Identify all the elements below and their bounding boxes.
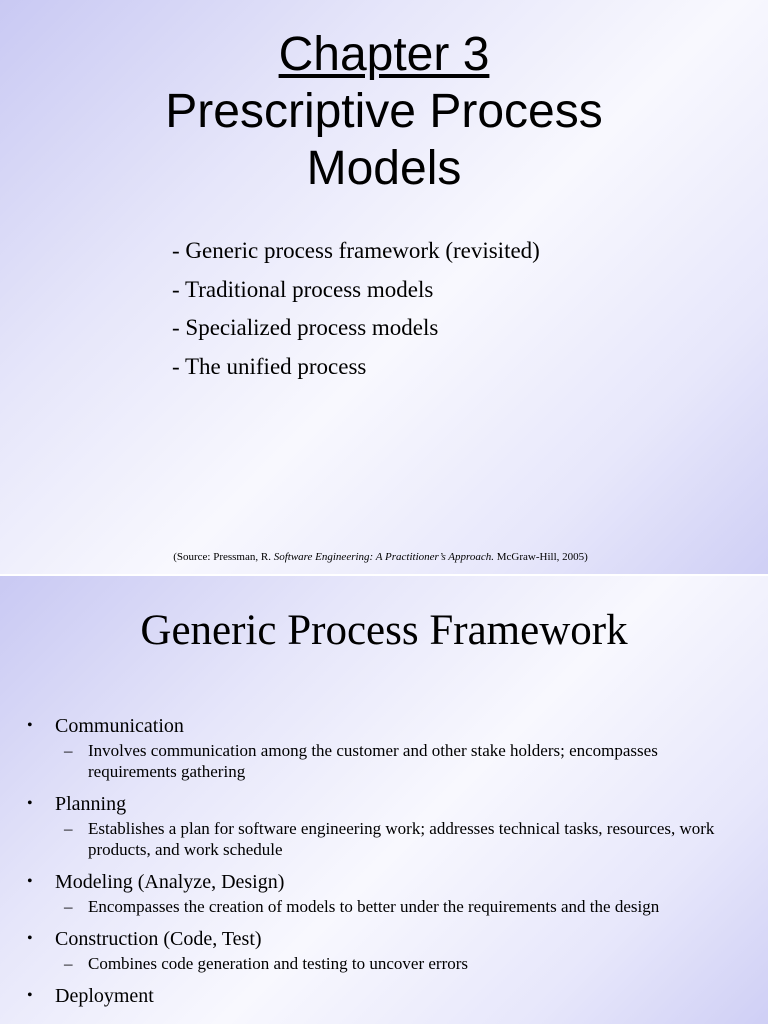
agenda-item: - Traditional process models [172,276,434,302]
framework-item-label: Deployment [55,985,154,1007]
framework-title: Generic Process Framework [140,607,628,654]
framework-item-label: Modeling (Analyze, Design) [55,871,285,893]
framework-item [27,712,747,740]
source-prefix: (Source: Pressman, R. [173,551,274,563]
dash-icon: – [64,819,73,838]
framework-item-detail [27,896,747,917]
framework-list [27,712,747,1010]
source-book-title: Software Engineering: A Practitioner’s Approach. [273,551,494,563]
framework-item [27,790,747,818]
framework-item [27,868,747,896]
source-suffix: McGraw-Hill, 2005) [494,551,588,563]
framework-item-detail [27,818,747,860]
chapter-title-line-2: Prescriptive Process [165,85,603,138]
framework-item-detail-text: Encompasses the creation of models to better under the requirements and the design [88,897,660,916]
agenda-item: - The unified process [172,353,367,379]
agenda-item: - Specialized process models [172,315,439,340]
framework-item-label: Communication [55,715,184,737]
dash-icon: – [64,741,73,760]
bullet-icon: • [27,717,33,734]
agenda-item: - Generic process framework (revisited) [172,238,540,263]
framework-item-detail-text: Involves communication among the customer and other stake holders; encompasses requirements gathering [88,741,658,781]
agenda-list [172,232,540,386]
source-citation [0,551,761,563]
framework-item-label: Construction (Code, Test) [55,928,262,950]
framework-item-label: Planning [55,793,127,815]
chapter-title-line-3: Models [306,142,462,195]
bullet-icon: • [27,987,33,1004]
framework-item [27,925,747,953]
framework-item-detail [27,953,747,974]
chapter-number: Chapter 3 [278,28,490,81]
dash-icon: – [64,897,73,916]
framework-item-detail-text: Establishes a plan for software engineering work; addresses technical tasks, resources, work products, and work schedule [88,819,715,859]
framework-item-detail [27,740,747,782]
bullet-icon: • [27,795,33,812]
bullet-icon: • [27,930,33,947]
dash-icon: – [64,954,73,973]
chapter-title [0,28,768,199]
bullet-icon: • [27,873,33,890]
framework-item [27,982,747,1010]
framework-item-detail-text: Combines code generation and testing to uncover errors [88,954,469,973]
